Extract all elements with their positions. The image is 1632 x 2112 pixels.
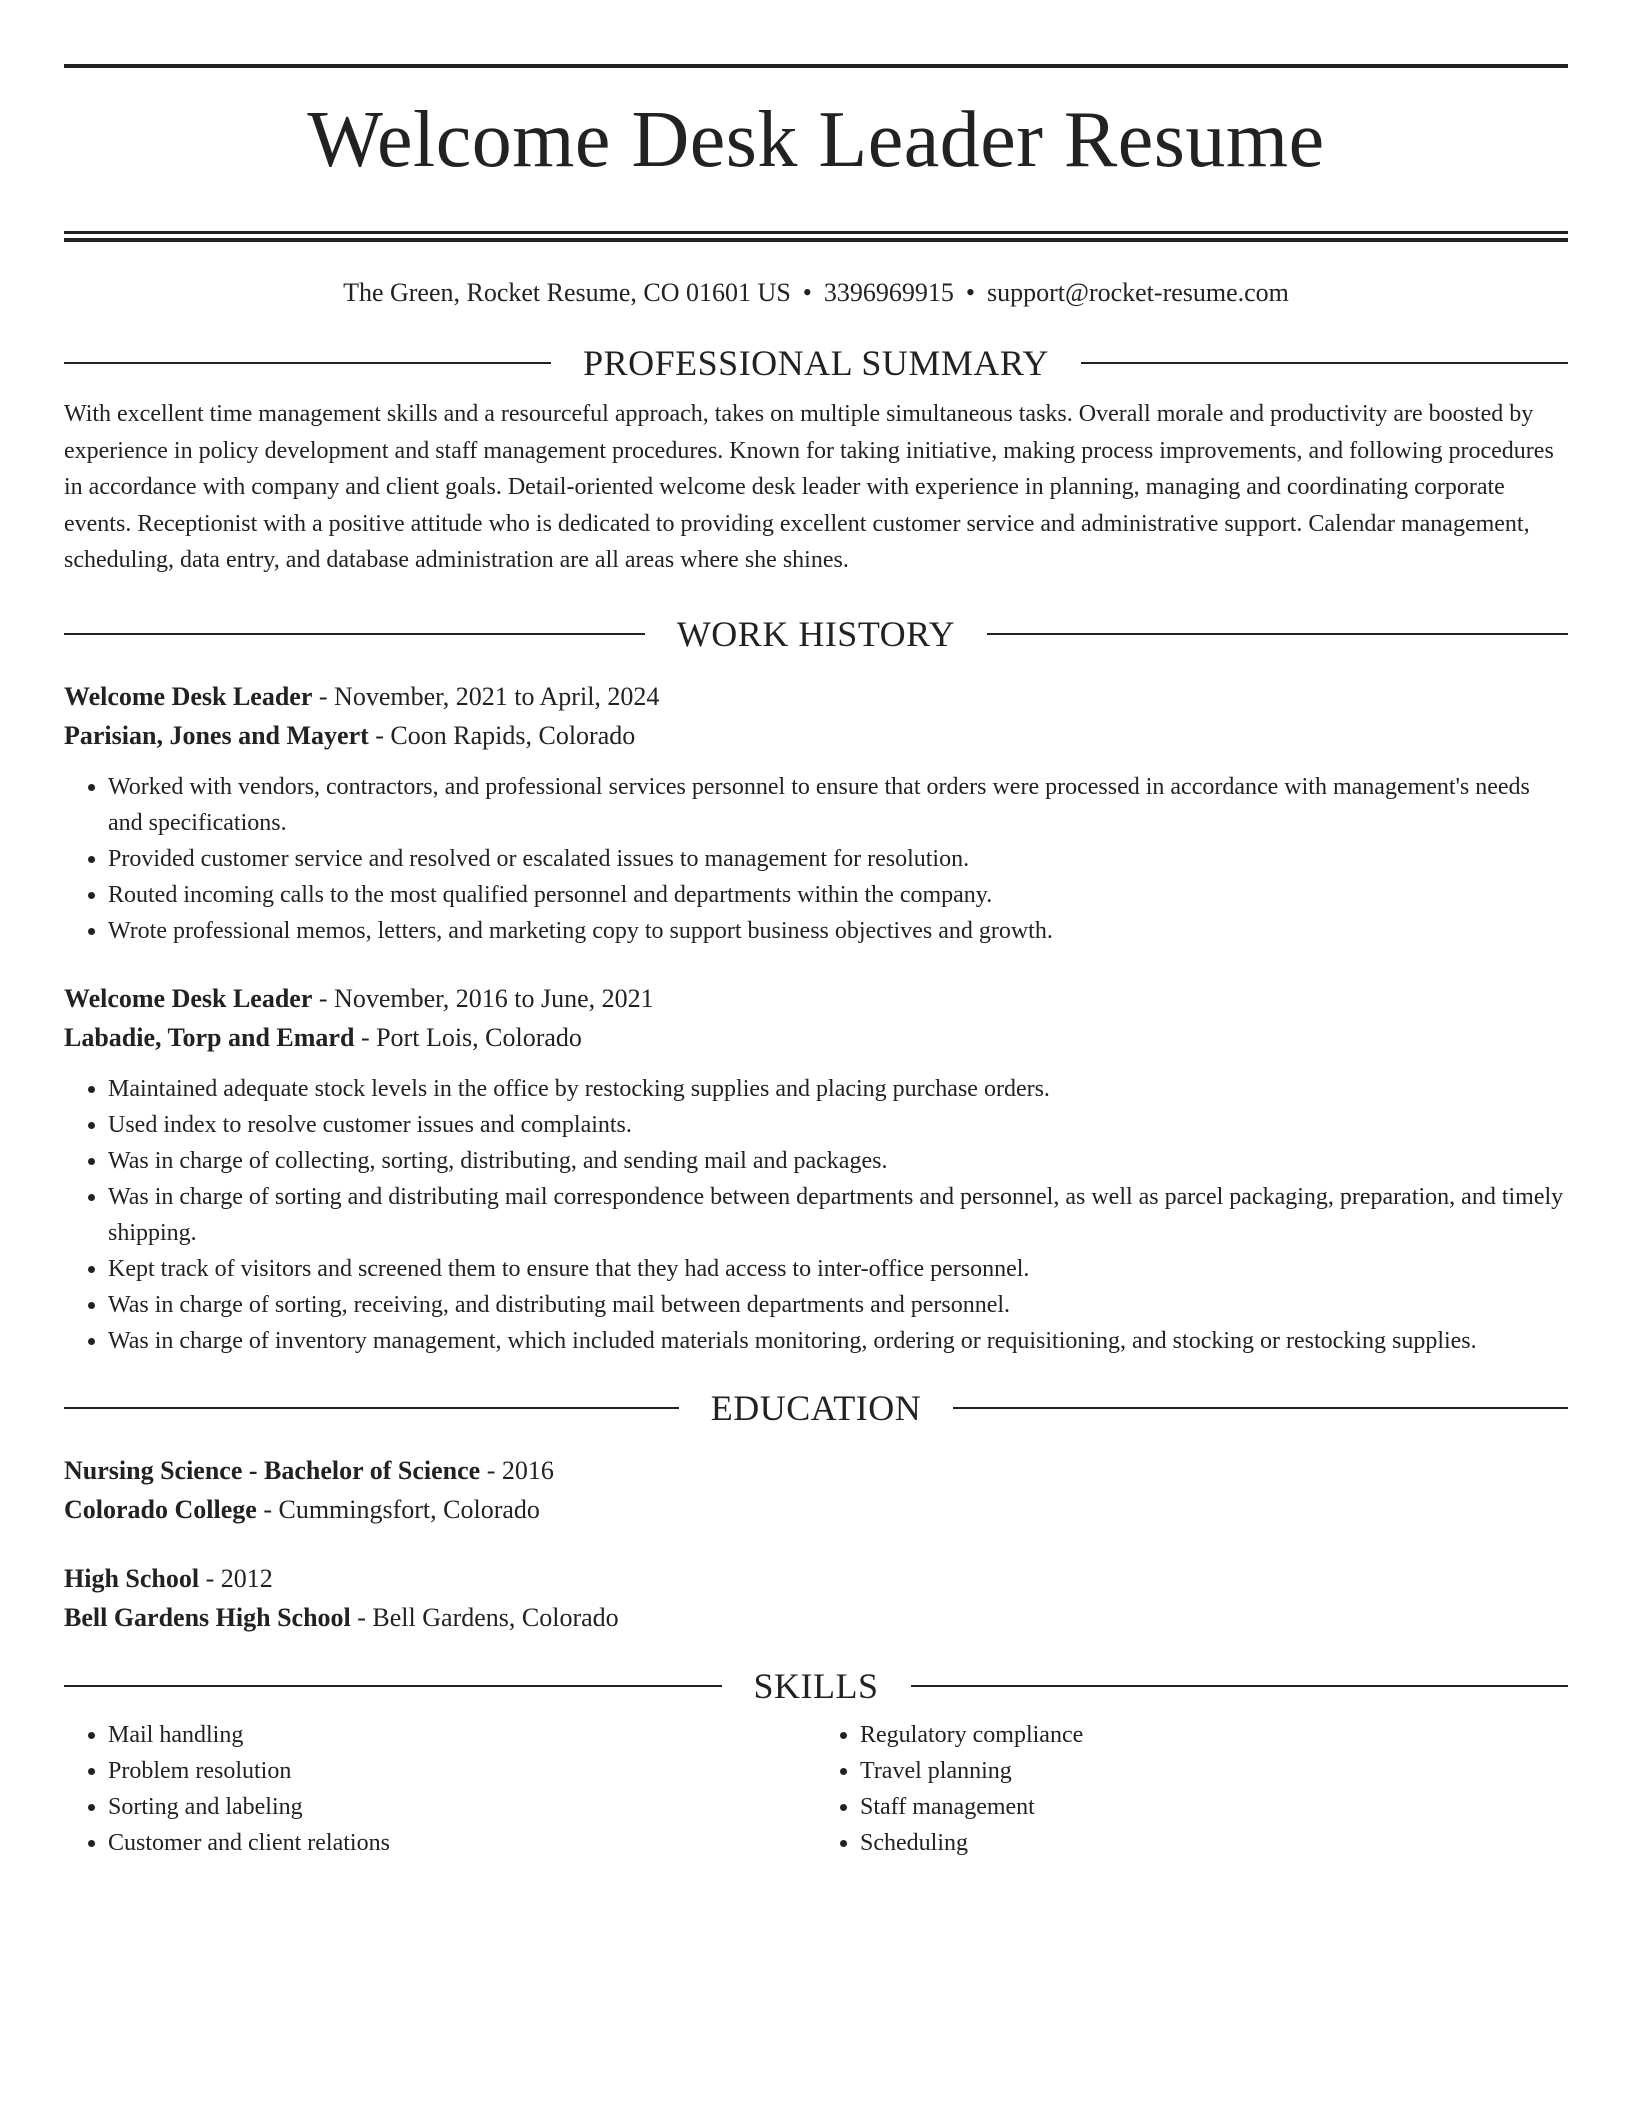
- skill-item: • Travel planning: [860, 1753, 1568, 1789]
- section-header-work: [64, 611, 1568, 657]
- work-history-list: [64, 677, 1568, 1359]
- list-item: • Was in charge of inventory management, which included materials monitoring, ordering or requisitioning, and stocking or restocking supplies.: [108, 1323, 1568, 1359]
- education-school: Bell Gardens High School: [64, 1602, 351, 1632]
- job-company: Labadie, Torp and Emard: [64, 1022, 355, 1052]
- skill-item: • Regulatory compliance: [860, 1717, 1568, 1753]
- job-entry: [64, 979, 1568, 1359]
- skill-item: • Sorting and labeling: [108, 1789, 816, 1825]
- section-header-summary: [64, 340, 1568, 386]
- skill-item: • Staff management: [860, 1789, 1568, 1825]
- section-rule: [953, 1407, 1568, 1409]
- job-entry: [64, 677, 1568, 949]
- education-entry: [64, 1559, 1568, 1637]
- education-location: - Cummingsfort, Colorado: [256, 1494, 540, 1524]
- contact-separator: •: [802, 278, 812, 307]
- list-item: • Was in charge of collecting, sorting, distributing, and sending mail and packages.: [108, 1143, 1568, 1179]
- section-rule: [64, 362, 551, 364]
- job-location: - Port Lois, Colorado: [354, 1022, 582, 1052]
- job-dates: - November, 2016 to June, 2021: [312, 983, 654, 1013]
- education-year: - 2012: [199, 1563, 273, 1593]
- education-school-line: [64, 1598, 1568, 1637]
- page-title: Welcome Desk Leader Resume: [307, 96, 1325, 184]
- job-company: Parisian, Jones and Mayert: [64, 720, 369, 750]
- list-item: • Was in charge of sorting, receiving, and distributing mail between departments and personnel.: [108, 1287, 1568, 1323]
- education-degree-line: [64, 1559, 1568, 1598]
- skill-item: • Mail handling: [108, 1717, 816, 1753]
- job-company-line: [64, 1018, 1568, 1057]
- list-item: • Used index to resolve customer issues and complaints.: [108, 1107, 1568, 1143]
- education-degree: Nursing Science - Bachelor of Science: [64, 1455, 481, 1485]
- contact-phone: 3396969915: [823, 278, 954, 307]
- list-item: • Kept track of visitors and screened them to ensure that they had access to inter-office personnel.: [108, 1251, 1568, 1287]
- list-item: • Provided customer service and resolved or escalated issues to management for resolution.: [108, 841, 1568, 877]
- top-rule: [64, 64, 1568, 68]
- job-location: - Coon Rapids, Colorado: [368, 720, 636, 750]
- title-double-rule: [64, 231, 1568, 242]
- job-dates: - November, 2021 to April, 2024: [312, 681, 660, 711]
- job-bullets: [64, 1071, 1568, 1359]
- education-year: - 2016: [480, 1455, 554, 1485]
- list-item: • Worked with vendors, contractors, and professional services personnel to ensure that orders were processed in accordance with management's needs and specifications.: [108, 769, 1568, 841]
- education-entry: [64, 1451, 1568, 1529]
- section-rule: [64, 1685, 722, 1687]
- education-degree-line: [64, 1451, 1568, 1490]
- list-item: • Routed incoming calls to the most qualified personnel and departments within the company.: [108, 877, 1568, 913]
- skills-list-left: [64, 1717, 816, 1861]
- job-title: Welcome Desk Leader: [64, 983, 313, 1013]
- job-bullets: [64, 769, 1568, 949]
- job-title: Welcome Desk Leader: [64, 681, 313, 711]
- list-item: • Was in charge of sorting and distributing mail correspondence between departments and personnel, as well as parcel packaging, preparation, and timely shipping.: [108, 1179, 1568, 1251]
- education-location: - Bell Gardens, Colorado: [350, 1602, 619, 1632]
- list-item: • Wrote professional memos, letters, and marketing copy to support business objectives and growth.: [108, 913, 1568, 949]
- section-title: PROFESSIONAL SUMMARY: [583, 343, 1049, 383]
- contact-line: [64, 278, 1568, 308]
- job-title-line: [64, 677, 1568, 716]
- job-title-line: [64, 979, 1568, 1018]
- skill-item: • Scheduling: [860, 1825, 1568, 1861]
- skill-item: • Problem resolution: [108, 1753, 816, 1789]
- section-title: EDUCATION: [710, 1387, 922, 1428]
- section-title: SKILLS: [753, 1665, 879, 1706]
- skills-columns: [64, 1717, 1568, 1861]
- section-header-education: [64, 1385, 1568, 1431]
- skill-item: • Customer and client relations: [108, 1825, 816, 1861]
- education-school: Colorado College: [64, 1494, 257, 1524]
- contact-address: The Green, Rocket Resume, CO 01601 US: [343, 278, 791, 307]
- section-rule: [987, 633, 1568, 635]
- skills-list-right: [816, 1717, 1568, 1861]
- education-degree: High School: [64, 1563, 200, 1593]
- summary-paragraph: With excellent time management skills and a resourceful approach, takes on multiple simultaneous tasks. Overall morale and productivity are boosted by experience in policy development and staff management procedures. Known for taking initiative, making process improvements, and following procedures in accordance with company and client goals. Detail-oriented welcome desk leader with experience in planning, managing and coordinating corporate events. Receptionist with a positive attitude who is dedicated to providing excellent customer service and administrative support. Calendar management, scheduling, data entry, and database administration are all areas where she shines.: [64, 401, 1554, 573]
- list-item: • Maintained adequate stock levels in the office by restocking supplies and placing purchase orders.: [108, 1071, 1568, 1107]
- section-rule: [911, 1685, 1569, 1687]
- section-header-skills: [64, 1663, 1568, 1709]
- section-rule: [1081, 362, 1568, 364]
- education-school-line: [64, 1490, 1568, 1529]
- section-title: WORK HISTORY: [676, 613, 956, 654]
- education-list: [64, 1451, 1568, 1637]
- contact-separator: •: [965, 278, 975, 307]
- contact-email: support@rocket-resume.com: [987, 278, 1289, 307]
- section-rule: [64, 1407, 679, 1409]
- job-company-line: [64, 716, 1568, 755]
- section-rule: [64, 633, 645, 635]
